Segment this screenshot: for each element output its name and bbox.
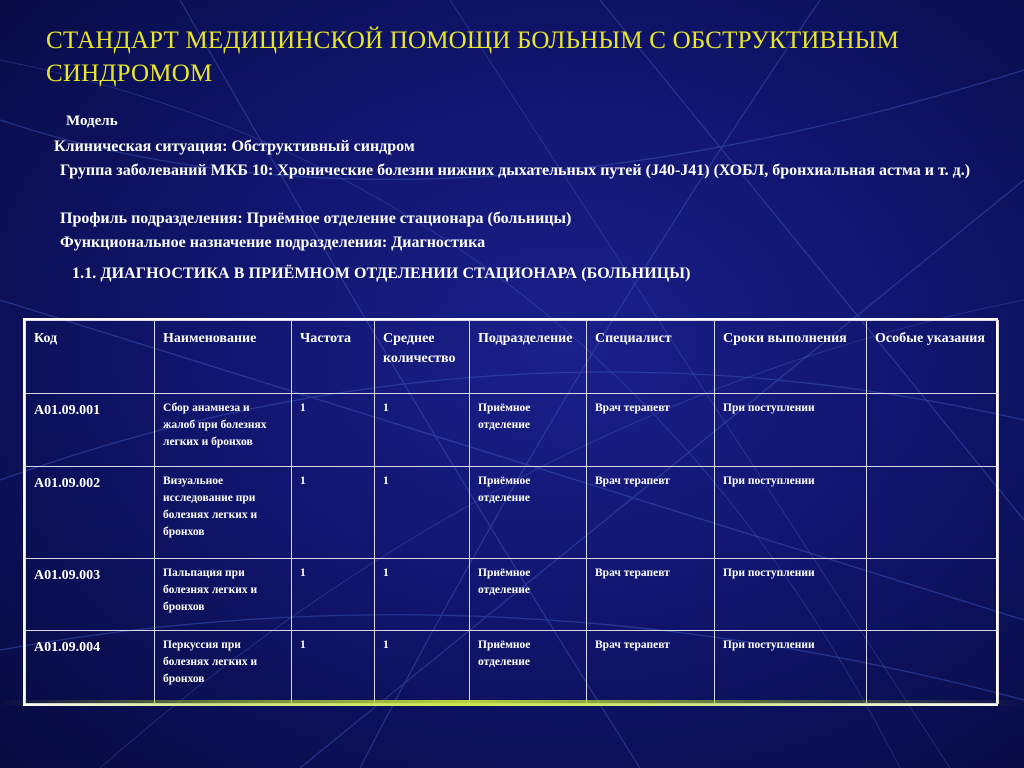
cell-unit: Приёмное отделение [470, 466, 587, 558]
cell-name: Пальпация при болезнях легких и бронхов [155, 558, 292, 631]
cell-code: A01.09.002 [26, 466, 155, 558]
cell-avg-qty: 1 [375, 394, 470, 467]
cell-frequency: 1 [292, 631, 375, 704]
accent-bar [0, 700, 1024, 706]
cell-timing: При поступлении [715, 466, 867, 558]
cell-timing: При поступлении [715, 631, 867, 704]
cell-code: A01.09.001 [26, 394, 155, 467]
header-unit: Подразделение [470, 321, 587, 394]
cell-avg-qty: 1 [375, 466, 470, 558]
cell-timing: При поступлении [715, 394, 867, 467]
standard-table-grid [25, 320, 999, 704]
table-row [26, 466, 999, 558]
cell-specialist: Врач терапевт [587, 558, 715, 631]
cell-unit: Приёмное отделение [470, 631, 587, 704]
model-label: Модель [66, 113, 118, 129]
table-header-row [26, 321, 999, 394]
cell-unit: Приёмное отделение [470, 558, 587, 631]
disease-group-text: Группа заболеваний МКБ 10: Хронические болезни нижних дыхательных путей (J40-J41) (ХОБЛ, бронхиальная астма и т. д.) [60, 162, 971, 179]
cell-frequency: 1 [292, 394, 375, 467]
cell-name: Сбор анамнеза и жалоб при болезнях легких и бронхов [155, 394, 292, 467]
header-code: Код [26, 321, 155, 394]
cell-frequency: 1 [292, 466, 375, 558]
header-name: Наименование [155, 321, 292, 394]
cell-notes [867, 466, 999, 558]
clinical-situation: Клиническая ситуация: Обструктивный синдром [54, 138, 415, 155]
cell-code: A01.09.004 [26, 631, 155, 704]
header-notes: Особые указания [867, 321, 999, 394]
cell-specialist: Врач терапевт [587, 466, 715, 558]
cell-name: Перкуссия при болезнях легких и бронхов [155, 631, 292, 704]
cell-unit: Приёмное отделение [470, 394, 587, 467]
section-heading: 1.1. ДИАГНОСТИКА В ПРИЁМНОМ ОТДЕЛЕНИИ СТАЦИОНАРА (БОЛЬНИЦЫ) [72, 265, 691, 282]
cell-timing: При поступлении [715, 558, 867, 631]
cell-name: Визуальное исследование при болезнях легких и бронхов [155, 466, 292, 558]
disease-group [46, 160, 976, 182]
header-timing: Сроки выполнения [715, 321, 867, 394]
standard-table [23, 318, 998, 706]
header-specialist: Специалист [587, 321, 715, 394]
cell-code: A01.09.003 [26, 558, 155, 631]
header-avg-qty: Среднее количество [375, 321, 470, 394]
cell-notes [867, 631, 999, 704]
table-row [26, 631, 999, 704]
cell-avg-qty: 1 [375, 631, 470, 704]
slide-title: СТАНДАРТ МЕДИЦИНСКОЙ ПОМОЩИ БОЛЬНЫМ С ОБСТРУКТИВНЫМ СИНДРОМОМ [46, 27, 900, 87]
unit-function: Функциональное назначение подразделения: Диагностика [60, 234, 486, 251]
table-row [26, 558, 999, 631]
unit-profile: Профиль подразделения: Приёмное отделение стационара (больницы) [60, 210, 572, 227]
cell-avg-qty: 1 [375, 558, 470, 631]
cell-specialist: Врач терапевт [587, 394, 715, 467]
cell-specialist: Врач терапевт [587, 631, 715, 704]
cell-notes [867, 558, 999, 631]
header-frequency: Частота [292, 321, 375, 394]
table-row [26, 394, 999, 467]
cell-notes [867, 394, 999, 467]
cell-frequency: 1 [292, 558, 375, 631]
